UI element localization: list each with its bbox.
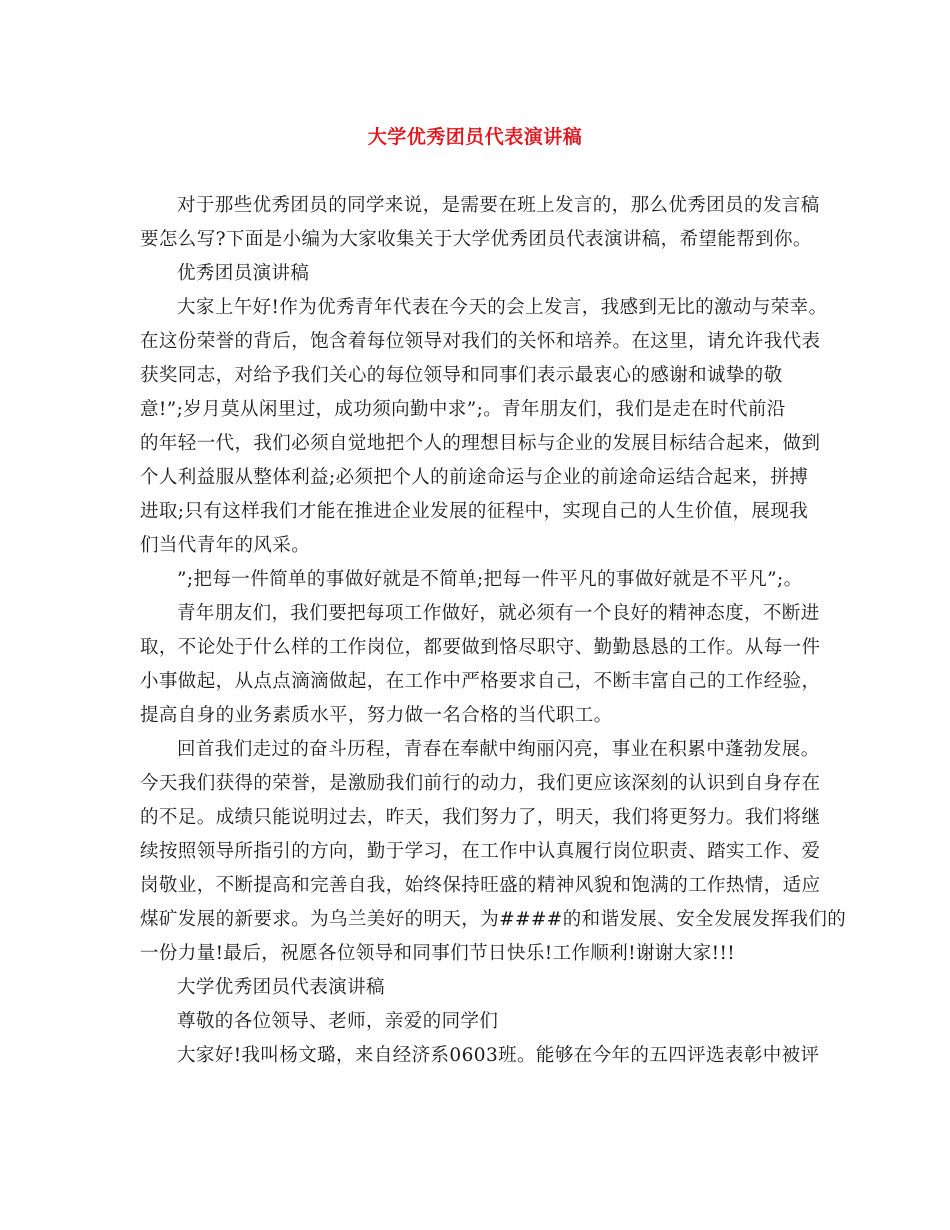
paragraph-line: 们当代青年的风采。 <box>140 535 311 556</box>
paragraph-line: 进取;只有这样我们才能在推进企业发展的征程中，实现自己的人生价值，展现我 <box>140 501 809 522</box>
paragraph-line: 获奖同志，对给予我们关心的每位领导和同事们表示最衷心的感谢和诚挚的敬 <box>140 365 783 386</box>
paragraph-line: 续按照领导所指引的方向，勤于学习，在工作中认真履行岗位职责、踏实工作、爱 <box>140 841 821 862</box>
paragraph-line: 岗敬业，不断提高和完善自我，始终保持旺盛的精神风貌和饱满的工作热情，适应 <box>140 875 821 896</box>
salutation-line: 尊敬的各位领导、老师，亲爱的同学们 <box>177 1011 499 1032</box>
paragraph-line: 回首我们走过的奋斗历程，青春在奉献中绚丽闪亮，事业在积累中蓬勃发展。 <box>177 739 820 760</box>
paragraph-line: 意!”;岁月莫从闲里过，成功须向勤中求”;。青年朋友们，我们是走在时代前沿 <box>140 399 786 420</box>
paragraph-line: 取，不论处于什么样的工作岗位，都要做到恪尽职守、勤勤恳恳的工作。从每一件 <box>140 637 821 658</box>
paragraph-line: 的不足。成绩只能说明过去，昨天，我们努力了，明天，我们将更努力。我们将继 <box>140 807 821 828</box>
paragraph-line: 在这份荣誉的背后，饱含着每位领导对我们的关怀和培养。在这里，请允许我代表 <box>140 331 821 352</box>
paragraph-line: 青年朋友们，我们要把每项工作做好，就必须有一个良好的精神态度，不断进 <box>177 603 820 624</box>
paragraph-line: 大家好!我叫杨文璐，来自经济系0603班。能够在今年的五四评选表彰中被评 <box>177 1045 820 1066</box>
paragraph-line: 今天我们获得的荣誉，是激励我们前行的动力，我们更应该深刻的认识到自身存在 <box>140 773 821 794</box>
paragraph-line: ”;把每一件简单的事做好就是不简单;把每一件平凡的事做好就是不平凡”;。 <box>177 569 803 590</box>
document-title: 大学优秀团员代表演讲稿 <box>367 126 583 148</box>
paragraph-line: 煤矿发展的新要求。为乌兰美好的明天，为####的和谐发展、安全发展发挥我们的 <box>140 909 847 930</box>
section-heading: 大学优秀团员代表演讲稿 <box>177 977 385 998</box>
paragraph-line: 个人利益服从整体利益;必须把个人的前途命运与企业的前途命运结合起来，拼搏 <box>140 467 809 488</box>
paragraph-line: 的年轻一代，我们必须自觉地把个人的理想目标与企业的发展目标结合起来，做到 <box>140 433 821 454</box>
section-heading: 优秀团员演讲稿 <box>177 263 310 284</box>
paragraph-line: 提高自身的业务素质水平，努力做一名合格的当代职工。 <box>140 705 613 726</box>
paragraph-line: 大家上午好!作为优秀青年代表在今天的会上发言，我感到无比的激动与荣幸。 <box>177 297 828 318</box>
paragraph-line: 一份力量!最后，祝愿各位领导和同事们节日快乐!工作顺利!谢谢大家!!! <box>140 943 736 964</box>
paragraph-line: 要怎么写?下面是小编为大家收集关于大学优秀团员代表演讲稿，希望能帮到你。 <box>140 229 812 250</box>
paragraph-line: 对于那些优秀团员的同学来说，是需要在班上发言的，那么优秀团员的发言稿 <box>177 195 820 216</box>
paragraph-line: 小事做起，从点点滴滴做起，在工作中严格要求自己，不断丰富自己的工作经验， <box>140 671 821 692</box>
